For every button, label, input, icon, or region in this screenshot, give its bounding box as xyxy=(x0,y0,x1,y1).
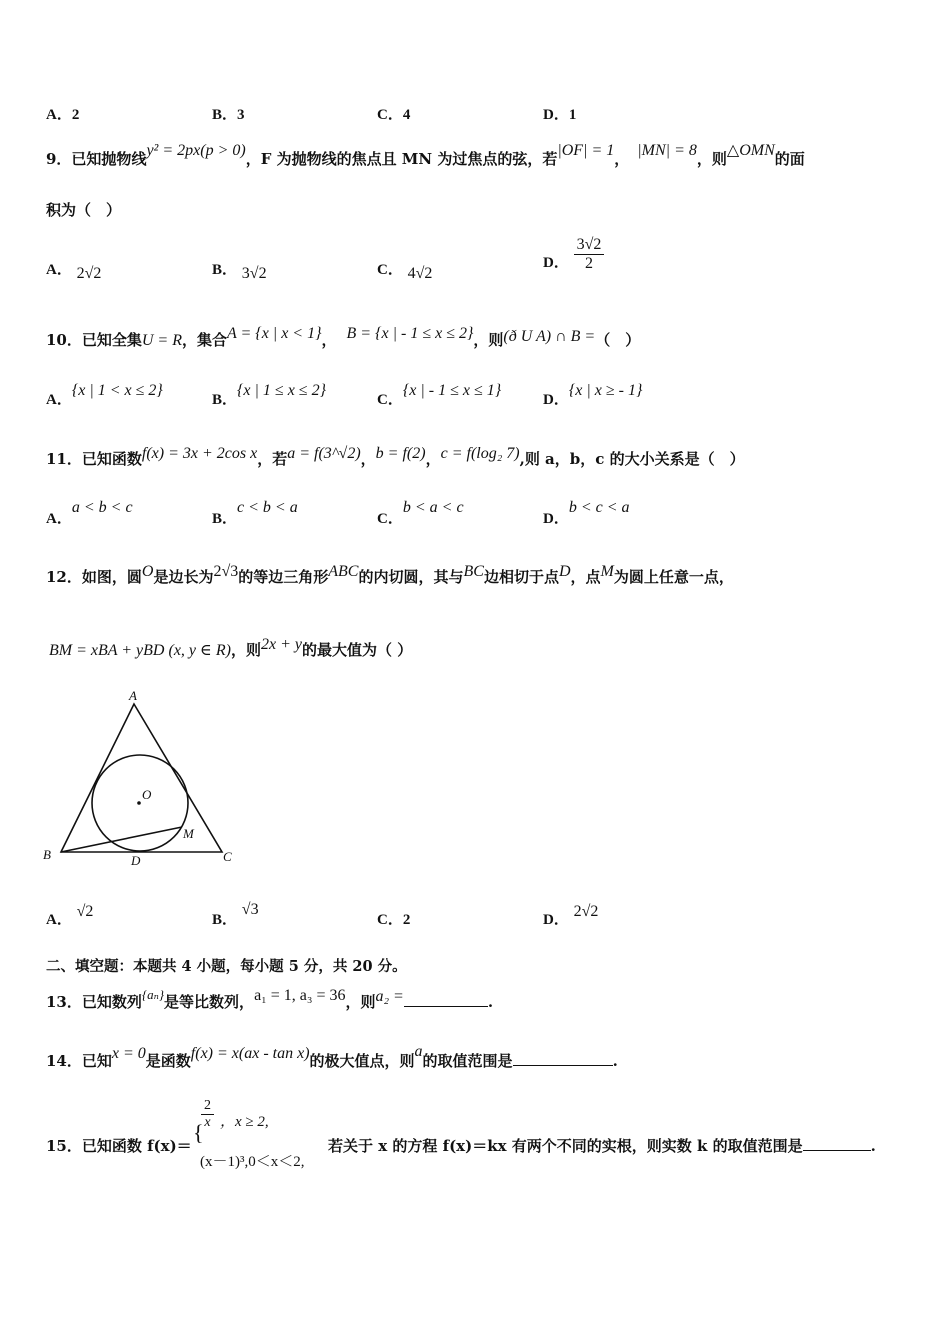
q11-option-a: A．a < b < c xyxy=(46,499,133,527)
section-2-heading: 二、填空题：本题共 4 小题，每小题 5 分，共 20 分。 xyxy=(46,958,407,975)
label-a: A xyxy=(129,688,137,703)
piecewise-brace: { xyxy=(193,1120,204,1145)
q9-option-d: D． $\frac{3√2}{2}$ xyxy=(543,236,604,273)
piece2: (x－1)³,0＜x＜2, xyxy=(200,1154,305,1170)
q9-option-c: C． 4√2 xyxy=(377,262,433,282)
piece1-fraction: $\frac{2}{x}$ xyxy=(201,1098,214,1131)
q12-option-b: B． √3 xyxy=(212,901,259,928)
q8-option-d: D．1 xyxy=(543,107,577,123)
piece1-condition: ，x ≥ 2, xyxy=(220,1114,269,1130)
q10-option-b: B．{x | 1 ≤ x ≤ 2} xyxy=(212,382,326,408)
q9-option-d-fraction: $\frac{3√2}{2}$ xyxy=(574,236,605,273)
q15-stem: 若关于 x 的方程 f(x)＝kx 有两个不同的实根，则实数 k 的取值范围是 . xyxy=(328,1137,876,1155)
q9-stem: 9．已知抛物线y² = 2px(p > 0)，F 为抛物线的焦点且 MN 为过焦点的弦，若|OF| = 1， |MN| = 8，则△OMN的面 xyxy=(46,142,805,168)
label-c: C xyxy=(223,849,232,864)
segment-bm xyxy=(61,827,182,852)
label-b: B xyxy=(43,847,51,862)
q15-piecewise xyxy=(192,1098,332,1170)
q12-option-c: C．2 xyxy=(377,912,411,928)
q9-option-a: A． 2√2 xyxy=(46,262,102,282)
q10-option-c: C．{x | - 1 ≤ x ≤ 1} xyxy=(377,382,502,408)
q12-figure xyxy=(40,682,250,872)
q12-stem-line2: BM = xBA + yBD (x, y ∈ R)，则2x + y的最大值为（ ） xyxy=(49,636,413,659)
q11-stem: 11．已知函数f(x) = 3x + 2cos x，若a = f(3^√2)，b = f(2)，c = f(log₂ 7),则 a，b，c 的大小关系是（ ） xyxy=(46,445,745,468)
q12-stem: 12．如图，圆O是边长为2√3的等边三角形ABC的内切圆，其与BC边相切于点D，点M为圆上任意一点， xyxy=(46,563,734,586)
q8-option-c: C．4 xyxy=(377,107,411,123)
q10-option-a: A．{x | 1 < x ≤ 2} xyxy=(46,382,163,408)
q14-answer-blank[interactable] xyxy=(513,1065,613,1066)
q14-stem: 14．已知x = 0是函数f(x) = x(ax - tan x)的极大值点，则a的取值范围是 . xyxy=(46,1043,618,1070)
q12-option-a: A． √2 xyxy=(46,903,94,928)
q15-stem-pre: 15．已知函数 f(x)＝ xyxy=(46,1137,192,1155)
q11-option-c: C．b < a < c xyxy=(377,499,464,527)
label-d: D xyxy=(131,853,141,868)
q9-stem-line2: 积为（ ） xyxy=(46,201,122,219)
q11-option-d: D．b < c < a xyxy=(543,499,630,527)
q8-option-a: A．2 xyxy=(46,107,80,123)
center-point-o xyxy=(137,801,141,805)
label-m: M xyxy=(183,826,194,841)
q15-answer-blank[interactable] xyxy=(803,1150,871,1151)
q12-option-d: D． 2√2 xyxy=(543,903,599,928)
q10-option-d: D．{x | x ≥ - 1} xyxy=(543,382,643,408)
label-o: O xyxy=(142,787,152,802)
q9-option-b: B． 3√2 xyxy=(212,262,267,282)
q10-stem: 10．已知全集U = R，集合A = {x | x < 1}， B = {x | - 1 ≤ x ≤ 2}，则(ð U A) ∩ B =（ ） xyxy=(46,325,641,349)
q13-stem: 13．已知数列{aₙ}是等比数列，a₁ = 1, a₃ = 36，则a₂ = . xyxy=(46,987,494,1011)
q13-answer-blank[interactable] xyxy=(404,1006,488,1007)
triangle-abc xyxy=(61,704,222,852)
q8-option-b: B．3 xyxy=(212,107,245,123)
q11-option-b: B．c < b < a xyxy=(212,499,298,527)
